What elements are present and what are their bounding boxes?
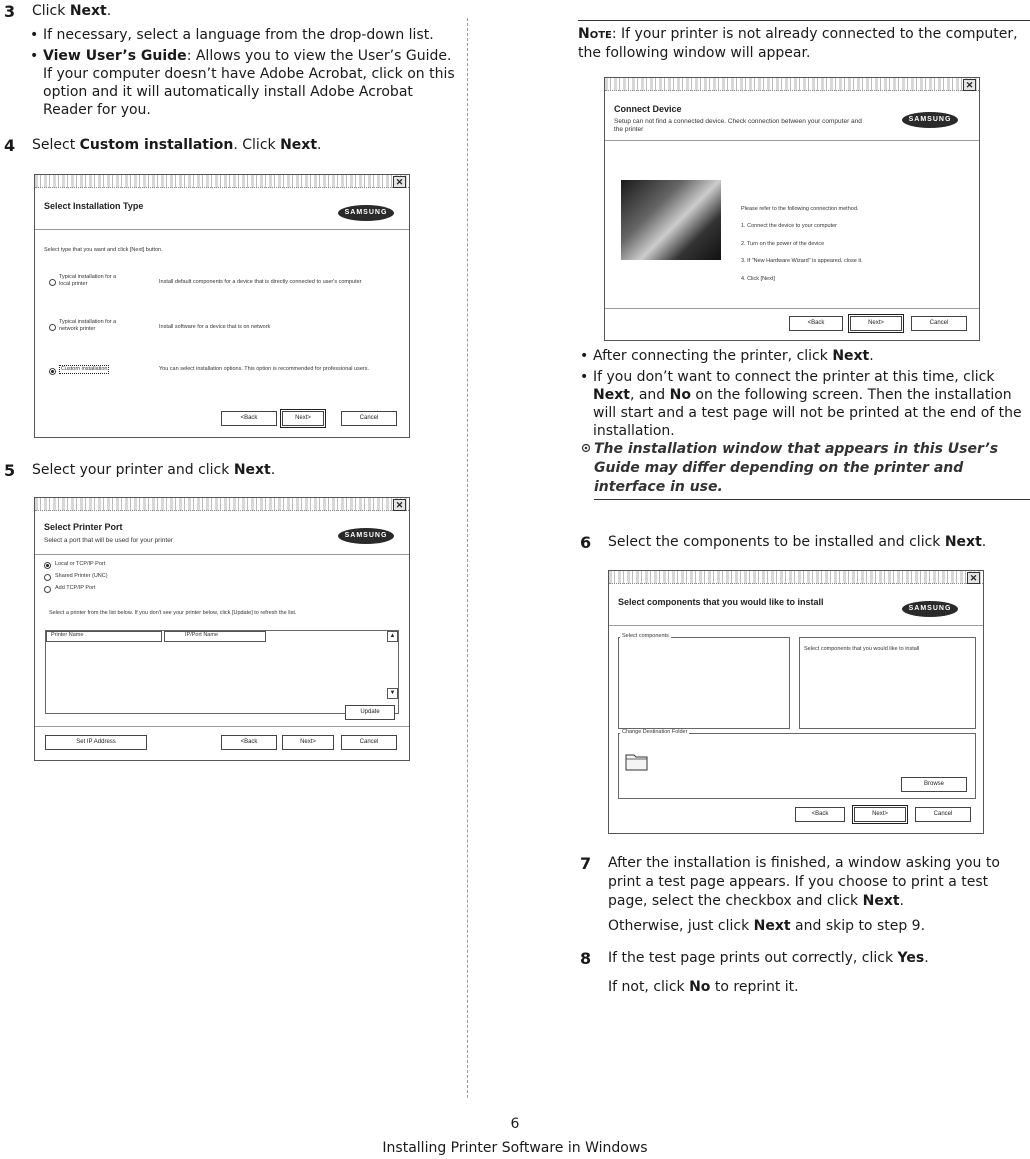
close-icon[interactable]: ✕ [393, 176, 406, 188]
separator [605, 308, 979, 309]
bullet-text: If necessary, select a language from the drop-down list. [43, 27, 434, 43]
description-hint: Select components that you would like to install [804, 646, 920, 652]
dialog-title: Connect Device [614, 104, 682, 114]
bullet-text: . [869, 348, 874, 364]
separator [609, 625, 983, 626]
step-text-bold: Next [69, 3, 107, 19]
column-header-printer-name[interactable]: Printer Name [46, 631, 162, 642]
screenshot-install-type-dialog [34, 174, 410, 438]
step-text-post: . [317, 137, 322, 153]
note-bottom-rule [594, 499, 1030, 500]
samsung-logo: SAMSUNG [902, 112, 958, 128]
separator [605, 140, 979, 141]
step-text-post: . [981, 534, 987, 550]
bullet-item [580, 368, 1028, 440]
note-text: : If your printer is not already connected to the computer, the following window will appear. [578, 26, 1018, 61]
close-icon[interactable]: ✕ [963, 79, 976, 91]
close-icon[interactable]: ✕ [967, 572, 980, 584]
installation-window-note: The installation window that appears in this User’s Guide may differ depending on the printer and interface in use. [594, 441, 999, 495]
bullet-bold: Next [593, 387, 630, 403]
instruction-line: 4. Click [Next] [741, 276, 775, 282]
back-button[interactable]: <Back [789, 316, 843, 331]
dialog-title: Select components that you would like to install [618, 597, 824, 607]
radio-shared-unc[interactable] [44, 574, 51, 581]
note [578, 25, 1018, 63]
cancel-button[interactable]: Cancel [915, 807, 971, 822]
back-button[interactable]: <Back [795, 807, 845, 822]
dialog-subtitle: the printer [614, 126, 644, 133]
instruction-text: Select type that you want and click [Next] button. [44, 247, 163, 253]
option-label: Typical installation for a local printer [59, 274, 117, 287]
radio-typical-local[interactable] [49, 279, 56, 286]
bullet-text: If you don’t want to connect the printer at this time, click [593, 369, 995, 385]
title-bar [35, 175, 409, 188]
step-text-pre: Select your printer and click [32, 462, 234, 478]
cancel-button[interactable]: Cancel [341, 411, 397, 426]
screenshot-printer-port-dialog [34, 497, 410, 761]
option-description: Install software for a device that is on network [159, 324, 271, 330]
step-text-post: to reprint it. [710, 979, 799, 995]
connect-bullets [580, 347, 1028, 443]
dialog-title: Select Installation Type [44, 201, 144, 211]
screenshot-connect-device-dialog [604, 77, 980, 341]
bullet-bold: Next [832, 348, 870, 364]
next-button[interactable]: Next> [850, 316, 902, 331]
dialog-subtitle: Setup can not find a connected device. Check connection between your computer and [614, 118, 862, 125]
bullet-text: After connecting the printer, click [593, 348, 833, 364]
bullet-item [30, 26, 455, 44]
step-line [608, 917, 1000, 936]
instruction-text: Select a printer from the list below. If you don't see your printer below, click [Update] to refresh the list. [49, 610, 297, 616]
option-description: You can select installation options. This option is recommended for professional users. [159, 366, 370, 372]
step-text-bold: Yes [897, 950, 925, 966]
printer-list[interactable] [45, 630, 399, 714]
folder-icon [625, 751, 649, 771]
samsung-logo: SAMSUNG [338, 528, 394, 544]
printer-connection-image [621, 180, 721, 260]
option-description: Install default components for a device that is directly connected to user's computer [159, 279, 362, 285]
update-button[interactable]: Update [345, 705, 395, 720]
scroll-up-icon[interactable]: ▲ [387, 631, 398, 642]
step-number: 6 [580, 533, 592, 552]
step-text [608, 854, 1000, 936]
instruction-line: 2. Turn on the power of the device [741, 241, 825, 247]
step-text [32, 136, 321, 155]
step-text-post: . [270, 462, 276, 478]
step-number: 4 [4, 136, 16, 155]
radio-typical-network[interactable] [49, 324, 56, 331]
step-text-pre: If not, click [608, 979, 690, 995]
step-text-mid: . Click [233, 137, 281, 153]
radio-add-tcpip[interactable] [44, 586, 51, 593]
step-number: 8 [580, 949, 592, 968]
step-text-post: and skip to step 9. [790, 918, 926, 934]
footer-section-title: Installing Printer Software in Windows [382, 1140, 648, 1156]
step-number: 5 [4, 461, 16, 480]
note-icon [580, 442, 592, 454]
step-3-bullets [30, 26, 455, 122]
step-text-bold: Next [862, 893, 900, 909]
samsung-logo: SAMSUNG [902, 601, 958, 617]
step-text-pre: Click [32, 3, 70, 19]
bullet-item [580, 347, 1028, 365]
port-option: Shared Printer (UNC) [55, 573, 108, 579]
step-text [32, 2, 111, 21]
step-number: 3 [4, 2, 16, 21]
separator [35, 726, 409, 727]
step-text [32, 461, 275, 480]
radio-local-tcpip[interactable] [44, 562, 51, 569]
instruction-line: 3. If "New Hardware Wizard" is appeared, close it. [741, 258, 863, 264]
bullet-bold: No [669, 387, 691, 403]
back-button[interactable]: <Back [221, 735, 277, 750]
next-button[interactable]: Next> [282, 735, 334, 750]
components-list[interactable] [618, 637, 790, 729]
note-top-rule [578, 20, 1030, 21]
radio-custom[interactable] [49, 368, 56, 375]
close-icon[interactable]: ✕ [393, 499, 406, 511]
page-number: 6 [510, 1116, 520, 1132]
bullet-text: : Allows you to view the User’s Guide. If your computer doesn’t have Adobe Acrobat, click on this option and it will automatically install Adobe Acrobat Reader for you. [43, 48, 455, 118]
separator [35, 554, 409, 555]
title-bar [35, 498, 409, 511]
component-description [799, 637, 976, 729]
group-label: Select components [622, 633, 669, 639]
step-text-bold: Next [944, 534, 982, 550]
screenshot-components-dialog [608, 570, 984, 834]
step-text-bold: Next [280, 137, 318, 153]
step-text-post: . [899, 893, 904, 909]
dialog-title: Select Printer Port [44, 522, 123, 532]
step-text-pre: Otherwise, just click [608, 918, 754, 934]
step-text [608, 533, 986, 552]
step-text-pre: Select the components to be installed and click [608, 534, 945, 550]
port-option: Local or TCP/IP Port [55, 561, 106, 567]
step-line: print a test page appears. If you choose to print a test [608, 874, 989, 890]
next-button[interactable]: Next> [282, 411, 324, 426]
separator [35, 229, 409, 230]
option-label: Typical installation for a network printer [59, 319, 117, 332]
option-label: Custom installation [61, 366, 108, 372]
note-label: Note [578, 26, 612, 42]
bullet-item [30, 47, 455, 119]
instruction-line: 1. Connect the device to your computer [741, 223, 837, 229]
step-text-bold: Next [753, 918, 791, 934]
step-text-pre: page, select the checkbox and click [608, 893, 863, 909]
step-text-post: . [106, 3, 112, 19]
title-bar [605, 78, 979, 91]
set-ip-address-button[interactable]: Set IP Address [45, 735, 147, 750]
samsung-logo: SAMSUNG [338, 205, 394, 221]
step-text-pre: Select [32, 137, 80, 153]
group-label: Change Destination Folder [622, 729, 688, 735]
bullet-bold: View User’s Guide [43, 48, 187, 64]
dialog-subtitle: Select a port that will be used for your printer [44, 537, 173, 544]
browse-button[interactable]: Browse [901, 777, 967, 792]
scroll-down-icon[interactable]: ▼ [387, 688, 398, 699]
step-text [608, 949, 929, 997]
next-button[interactable]: Next> [854, 807, 906, 822]
column-header-port-name[interactable]: IP/Port Name [164, 631, 266, 642]
cancel-button[interactable]: Cancel [911, 316, 967, 331]
step-number: 7 [580, 854, 592, 873]
bullet-text: on the following screen. Then the installation will start and a test page will not be printed at the end of the installation. [593, 387, 1022, 439]
step-line [608, 978, 929, 997]
step-line [608, 892, 1000, 911]
column-divider [467, 18, 468, 1098]
step-text-pre: If the test page prints out correctly, click [608, 950, 898, 966]
step-line [608, 949, 929, 968]
step-line: After the installation is finished, a window asking you to [608, 855, 1000, 871]
port-option: Add TCP/IP Port [55, 585, 96, 591]
back-button[interactable]: <Back [221, 411, 277, 426]
title-bar [609, 571, 983, 584]
step-text-bold: Next [233, 462, 271, 478]
cancel-button[interactable]: Cancel [341, 735, 397, 750]
step-text-bold: No [689, 979, 711, 995]
step-text-post: . [924, 950, 929, 966]
bullet-text: , and [629, 387, 670, 403]
instruction-line: Please refer to the following connection method. [741, 206, 859, 212]
step-text-bold: Custom installation [79, 137, 234, 153]
